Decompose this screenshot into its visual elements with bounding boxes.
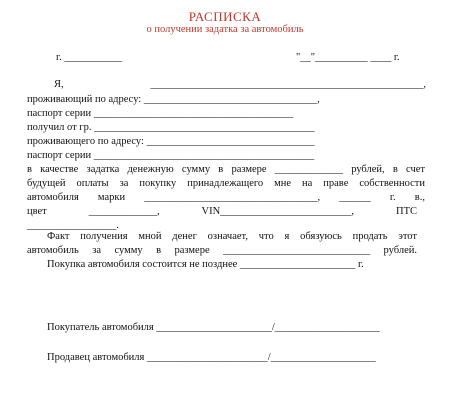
line-11: _________________. [27, 220, 119, 231]
line-1: Я, ____________________________________________________, [54, 79, 426, 90]
document-subtitle: о получении задатка за автомобиль [146, 24, 304, 35]
line-14: Покупка автомобиля состоится не позднее ______________________ г. [47, 259, 364, 270]
line-9: автомобиля марки _________________________________, ______ г. в., [27, 192, 425, 203]
city-date-right: "__"__________ ____ г. [296, 52, 400, 63]
seller-signature-line: Продавец автомобиля _______________________/____________________ [47, 352, 376, 363]
line-10: цвет _____________, VIN_________________________, ПТС [27, 206, 417, 217]
buyer-signature-line: Покупатель автомобиля ______________________/____________________ [47, 322, 380, 333]
city-date-left: г. ___________ [56, 52, 123, 63]
line-3: паспорт серии ______________________________________ [27, 108, 294, 119]
line-5: проживающего по адресу: ________________________________ [27, 136, 315, 147]
line-4: получил от гр. __________________________________________ [27, 122, 315, 133]
line-6: паспорт серии __________________________________________ [27, 150, 315, 161]
line-7: в качестве задатка денежную сумму в размере _____________ рублей, в счет [27, 164, 425, 175]
line-13: автомобиль за сумму в размере ____________________________ рублей. [27, 245, 417, 256]
line-2: проживающий по адресу: _________________________________, [27, 94, 320, 105]
line-12: Факт получения мной денег означает, что я обязуюсь продать этот [47, 231, 417, 242]
document-title: РАСПИСКА [188, 9, 262, 24]
line-8: будущей оплаты за покупку принадлежащего мне на праве собственности [27, 178, 425, 189]
